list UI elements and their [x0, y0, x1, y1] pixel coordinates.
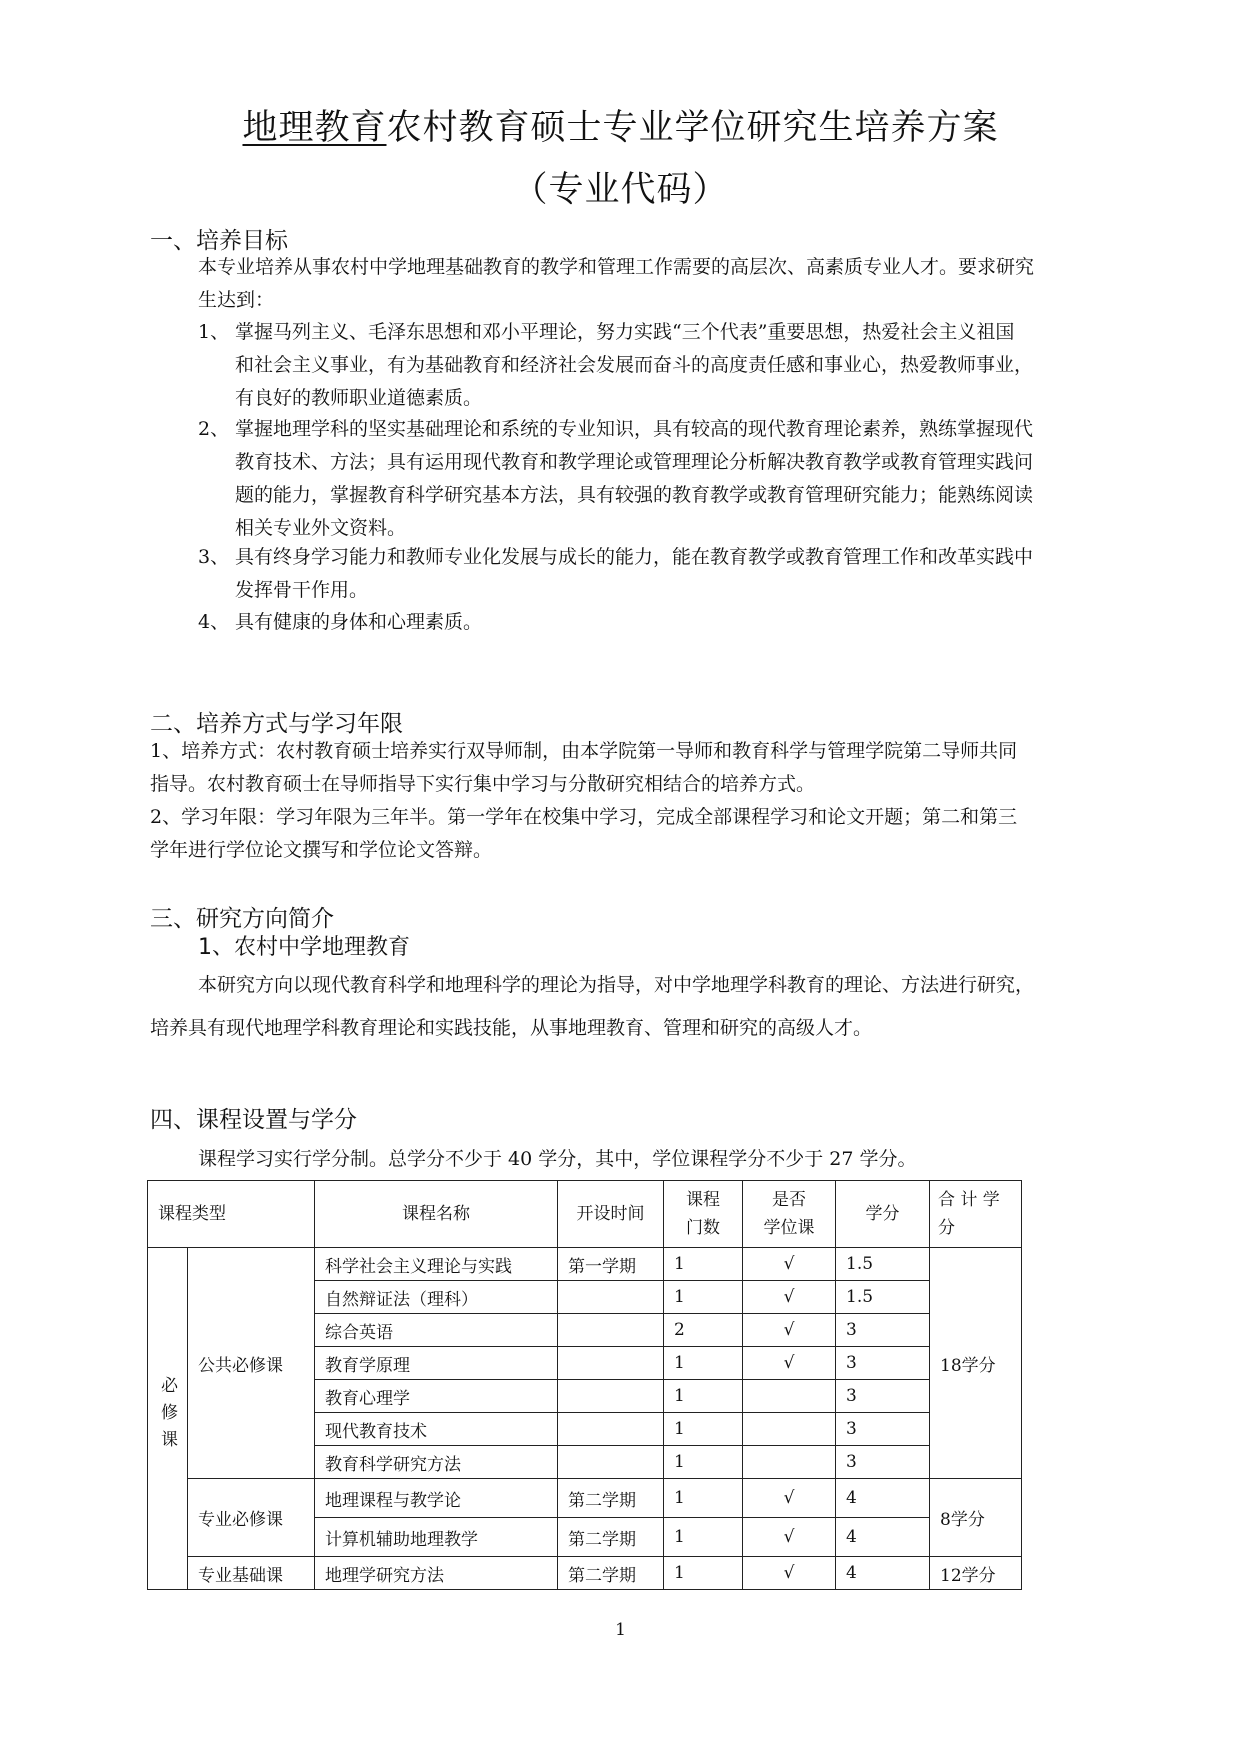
course-credit: 3 — [836, 1380, 930, 1413]
table-row — [148, 1248, 1022, 1281]
header-line: 合 计 学 — [938, 1190, 1000, 1210]
course-degree-mark: √ — [743, 1518, 836, 1557]
course-semester — [558, 1446, 664, 1479]
course-name: 现代教育技术 — [315, 1413, 558, 1446]
header-semester: 开设时间 — [558, 1181, 664, 1248]
course-name: 教育学原理 — [315, 1347, 558, 1380]
course-credit: 3 — [836, 1413, 930, 1446]
table-row — [148, 1479, 1022, 1518]
goals-intro-line2: 生达到： — [198, 289, 275, 311]
course-name: 教育科学研究方法 — [315, 1446, 558, 1479]
title-rest: 农村教育硕士专业学位研究生培养方案 — [386, 108, 999, 148]
study-period-line1: 2、学习年限：学习年限为三年半。第一学年在校集中学习，完成全部课程学习和论文开题；第二和第三 — [150, 806, 1018, 828]
course-credit: 4 — [836, 1557, 930, 1590]
title-major: 地理教育 — [242, 108, 387, 148]
course-credit: 3 — [836, 1347, 930, 1380]
course-degree-mark: √ — [743, 1248, 836, 1281]
course-count: 1 — [664, 1446, 743, 1479]
required-course-group — [148, 1248, 188, 1590]
course-count: 1 — [664, 1281, 743, 1314]
header-line: 学位课 — [763, 1218, 815, 1238]
goal-line: 掌握地理学科的坚实基础理论和系统的专业知识，具有较高的现代教育理论素养，熟练掌握现代 — [235, 418, 1034, 440]
course-count: 1 — [664, 1518, 743, 1557]
course-count: 1 — [664, 1557, 743, 1590]
study-period-line2: 学年进行学位论文撰写和学位论文答辩。 — [150, 839, 493, 861]
table-row — [148, 1557, 1022, 1590]
course-semester — [558, 1281, 664, 1314]
group-professional-required: 专业必修课 — [188, 1479, 315, 1557]
goal-line: 有良好的教师职业道德素质。 — [235, 387, 483, 409]
goal-line: 和社会主义事业，有为基础教育和经济社会发展而奋斗的高度责任感和事业心，热爱教师事业， — [235, 354, 1034, 376]
group-public-total: 18学分 — [930, 1248, 1022, 1479]
table-header-row — [148, 1181, 1022, 1248]
course-degree-mark: √ — [743, 1281, 836, 1314]
course-degree-mark: √ — [743, 1557, 836, 1590]
goal-number: 3、 — [198, 546, 230, 568]
section-heading-research: 三、研究方向简介 — [150, 906, 334, 932]
goal-number: 2、 — [198, 418, 230, 440]
course-name: 科学社会主义理论与实践 — [315, 1248, 558, 1281]
major-code: （专业代码） — [512, 170, 729, 210]
course-count: 1 — [664, 1479, 743, 1518]
course-semester: 第二学期 — [558, 1518, 664, 1557]
goal-number: 1、 — [198, 321, 230, 343]
course-name: 地理课程与教学论 — [315, 1479, 558, 1518]
course-name: 教育心理学 — [315, 1380, 558, 1413]
group-public-required: 公共必修课 — [188, 1248, 315, 1479]
course-credit: 4 — [836, 1518, 930, 1557]
course-degree-mark: √ — [743, 1347, 836, 1380]
goal-line: 发挥骨干作用。 — [235, 579, 369, 601]
course-credit: 4 — [836, 1479, 930, 1518]
header-line: 课程 — [686, 1190, 720, 1210]
course-count: 1 — [664, 1413, 743, 1446]
courses-intro: 课程学习实行学分制。总学分不少于 40 学分，其中，学位课程学分不少于 27 学分。 — [198, 1148, 917, 1170]
course-degree-mark — [743, 1413, 836, 1446]
course-semester — [558, 1413, 664, 1446]
training-mode-line2: 指导。农村教育硕士在导师指导下实行集中学习与分散研究相结合的培养方式。 — [150, 773, 816, 795]
goal-line: 相关专业外文资料。 — [235, 517, 407, 539]
header-degree-course — [743, 1181, 836, 1248]
course-count: 1 — [664, 1248, 743, 1281]
header-line: 门数 — [686, 1218, 720, 1238]
research-desc-line1: 本研究方向以现代教育科学和地理科学的理论为指导，对中学地理学科教育的理论、方法进行研究， — [198, 974, 1035, 996]
goal-item-2 — [235, 413, 1155, 545]
course-credit: 1.5 — [836, 1281, 930, 1314]
header-course-name: 课程名称 — [315, 1181, 558, 1248]
training-mode-line1: 1、培养方式：农村教育硕士培养实行双导师制，由本学院第一导师和教育科学与管理学院第二导师共同 — [150, 740, 1018, 762]
course-count: 1 — [664, 1380, 743, 1413]
course-semester — [558, 1380, 664, 1413]
course-name: 自然辩证法（理科） — [315, 1281, 558, 1314]
header-line: 是否 — [772, 1190, 806, 1210]
course-credit: 1.5 — [836, 1248, 930, 1281]
research-desc-line2: 培养具有现代地理学科教育理论和实践技能，从事地理教育、管理和研究的高级人才。 — [150, 1017, 873, 1039]
header-line: 分 — [938, 1218, 955, 1238]
research-direction-title: 1、农村中学地理教育 — [198, 935, 410, 960]
header-credit: 学分 — [836, 1181, 930, 1248]
page-number: 1 — [615, 1620, 626, 1640]
header-total-credit — [930, 1181, 1022, 1248]
goal-line: 具有健康的身体和心理素质。 — [235, 611, 483, 633]
course-credit: 3 — [836, 1314, 930, 1347]
group-professional-total: 8学分 — [930, 1479, 1022, 1557]
course-count: 1 — [664, 1347, 743, 1380]
course-degree-mark: √ — [743, 1314, 836, 1347]
course-semester: 第一学期 — [558, 1248, 664, 1281]
required-course-label: 必修课 — [157, 1375, 177, 1457]
goal-item-4 — [235, 606, 1155, 639]
course-credit: 3 — [836, 1446, 930, 1479]
course-semester: 第二学期 — [558, 1479, 664, 1518]
course-semester — [558, 1347, 664, 1380]
goal-line: 教育技术、方法；具有运用现代教育和教学理论或管理理论分析解决教育教学或教育管理实践问 — [235, 451, 1034, 473]
course-semester: 第二学期 — [558, 1557, 664, 1590]
goal-item-1 — [235, 316, 1155, 415]
course-semester — [558, 1314, 664, 1347]
course-name: 计算机辅助地理教学 — [315, 1518, 558, 1557]
course-count: 2 — [664, 1314, 743, 1347]
goal-line: 题的能力，掌握教育科学研究基本方法，具有较强的教育教学或教育管理研究能力；能熟练阅读 — [235, 484, 1034, 506]
group-foundation: 专业基础课 — [188, 1557, 315, 1590]
course-degree-mark — [743, 1380, 836, 1413]
goal-item-3 — [235, 541, 1155, 607]
group-foundation-total: 12学分 — [930, 1557, 1022, 1590]
section-heading-goals: 一、培养目标 — [150, 228, 288, 254]
goal-number: 4、 — [198, 611, 230, 633]
goals-intro-line1: 本专业培养从事农村中学地理基础教育的教学和管理工作需要的高层次、高素质专业人才。要求研究 — [198, 256, 1035, 278]
document-title — [0, 100, 1241, 150]
section-heading-training: 二、培养方式与学习年限 — [150, 711, 403, 737]
course-degree-mark: √ — [743, 1479, 836, 1518]
course-degree-mark — [743, 1446, 836, 1479]
course-table — [147, 1180, 1022, 1590]
header-course-type: 课程类型 — [148, 1181, 315, 1248]
goal-line: 掌握马列主义、毛泽东思想和邓小平理论，努力实践“三个代表”重要思想，热爱社会主义祖国 — [235, 321, 1015, 343]
goal-line: 具有终身学习能力和教师专业化发展与成长的能力，能在教育教学或教育管理工作和改革实践中 — [235, 546, 1034, 568]
course-name: 综合英语 — [315, 1314, 558, 1347]
header-course-count — [664, 1181, 743, 1248]
course-name: 地理学研究方法 — [315, 1557, 558, 1590]
section-heading-courses: 四、课程设置与学分 — [150, 1107, 357, 1133]
